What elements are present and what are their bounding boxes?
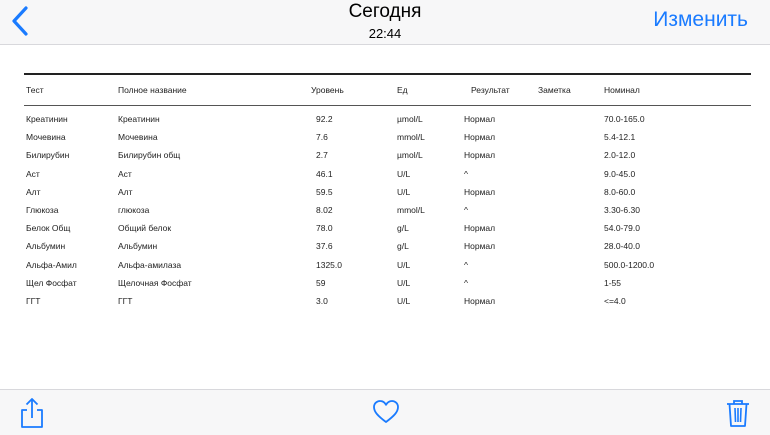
cell-result: Нормал — [464, 132, 496, 143]
table-row — [24, 274, 751, 292]
navigation-bar — [0, 0, 770, 45]
table-row — [24, 110, 751, 128]
cell-unit: µmol/L — [397, 150, 423, 161]
cell-reference: 9.0-45.0 — [604, 168, 636, 179]
cell-unit: mmol/L — [397, 132, 425, 143]
cell-result: Нормал — [464, 114, 496, 124]
cell-level: 7.6 — [316, 132, 328, 143]
cell-reference: 28.0-40.0 — [604, 241, 640, 252]
table-row — [24, 165, 751, 183]
column-header-result: Результат — [471, 85, 510, 95]
cell-unit: U/L — [397, 277, 411, 288]
favorite-button[interactable] — [372, 399, 400, 425]
cell-test: Белок Общ — [26, 223, 71, 234]
cell-test: Щел Фосфат — [26, 277, 77, 288]
cell-result: Нормал — [464, 186, 496, 197]
cell-test: ГГТ — [26, 295, 41, 306]
cell-reference: <=4.0 — [604, 295, 626, 306]
cell-level: 46.1 — [316, 168, 333, 179]
cell-unit: U/L — [397, 259, 411, 270]
cell-reference: 8.0-60.0 — [604, 186, 636, 197]
cell-result: ^ — [464, 204, 468, 215]
cell-result: ^ — [464, 259, 468, 270]
heart-icon — [372, 399, 400, 425]
cell-level: 8.02 — [316, 204, 333, 215]
cell-test: Альбумин — [26, 241, 66, 252]
table-row — [24, 128, 751, 146]
cell-reference: 500.0-1200.0 — [604, 259, 655, 270]
cell-full-name: Алт — [118, 186, 133, 197]
share-button[interactable] — [19, 397, 45, 429]
cell-full-name: Аст — [118, 168, 132, 179]
cell-result: Нормал — [464, 223, 496, 234]
column-header-level: Уровень — [311, 85, 344, 95]
cell-full-name: ГГТ — [118, 295, 133, 306]
cell-level: 78.0 — [316, 223, 333, 234]
column-header-reference: Номинал — [604, 85, 640, 95]
table-row — [24, 201, 751, 219]
delete-button[interactable] — [725, 398, 751, 428]
cell-full-name: Креатинин — [118, 114, 160, 124]
cell-unit: g/L — [397, 241, 409, 252]
table-row — [24, 146, 751, 164]
column-header-full-name: Полное название — [118, 85, 187, 95]
table-header — [24, 75, 751, 105]
page-subtitle-time: 22:44 — [368, 26, 402, 41]
cell-full-name: Общий белок — [118, 223, 172, 234]
cell-test: Креатинин — [26, 114, 68, 124]
cell-full-name: Мочевина — [118, 132, 158, 143]
column-header-note: Заметка — [538, 85, 571, 95]
cell-result: Нормал — [464, 150, 496, 161]
cell-test: Аст — [26, 168, 40, 179]
cell-full-name: Билирубин общ — [118, 150, 181, 161]
report-view[interactable] — [0, 45, 770, 388]
cell-test: Глюкоза — [26, 204, 59, 215]
cell-reference: 5.4-12.1 — [604, 132, 636, 143]
column-header-test: Тест — [26, 85, 44, 95]
cell-unit: U/L — [397, 168, 411, 179]
column-header-unit: Ед — [397, 85, 408, 95]
cell-unit: g/L — [397, 223, 409, 234]
cell-test: Билирубин — [26, 150, 70, 161]
cell-full-name: Альфа-амилаза — [118, 259, 182, 270]
cell-level: 1325.0 — [316, 259, 342, 270]
lab-results-table — [24, 73, 751, 310]
cell-unit: µmol/L — [397, 114, 423, 124]
cell-reference: 2.0-12.0 — [604, 150, 636, 161]
cell-unit: mmol/L — [397, 204, 425, 215]
table-body — [24, 106, 751, 310]
cell-unit: U/L — [397, 295, 411, 306]
table-row — [24, 292, 751, 310]
cell-test: Алт — [26, 186, 41, 197]
cell-test: Альфа-Амил — [26, 259, 77, 270]
cell-result: ^ — [464, 168, 468, 179]
cell-level: 3.0 — [316, 295, 328, 306]
cell-reference: 54.0-79.0 — [604, 223, 640, 234]
cell-full-name: Альбумин — [118, 241, 158, 252]
share-icon — [19, 397, 45, 429]
table-row — [24, 219, 751, 237]
cell-level: 37.6 — [316, 241, 333, 252]
edit-button[interactable]: Изменить — [653, 8, 748, 31]
cell-level: 92.2 — [316, 114, 333, 124]
cell-test: Мочевина — [26, 132, 66, 143]
cell-level: 59 — [316, 277, 326, 288]
table-row — [24, 237, 751, 255]
cell-unit: U/L — [397, 186, 411, 197]
cell-reference: 1-55 — [604, 277, 622, 288]
table-row — [24, 183, 751, 201]
cell-result: Нормал — [464, 295, 496, 306]
cell-level: 2.7 — [316, 150, 328, 161]
cell-result: ^ — [464, 277, 468, 288]
cell-level: 59.5 — [316, 186, 333, 197]
cell-full-name: глюкоза — [118, 204, 150, 215]
cell-result: Нормал — [464, 241, 496, 252]
cell-full-name: Щелочная Фосфат — [118, 277, 192, 288]
trash-icon — [725, 398, 751, 428]
page-title: Сегодня — [348, 1, 422, 22]
cell-reference: 3.30-6.30 — [604, 204, 640, 215]
cell-reference: 70.0-165.0 — [604, 114, 645, 124]
table-row — [24, 256, 751, 274]
bottom-toolbar — [0, 389, 770, 435]
